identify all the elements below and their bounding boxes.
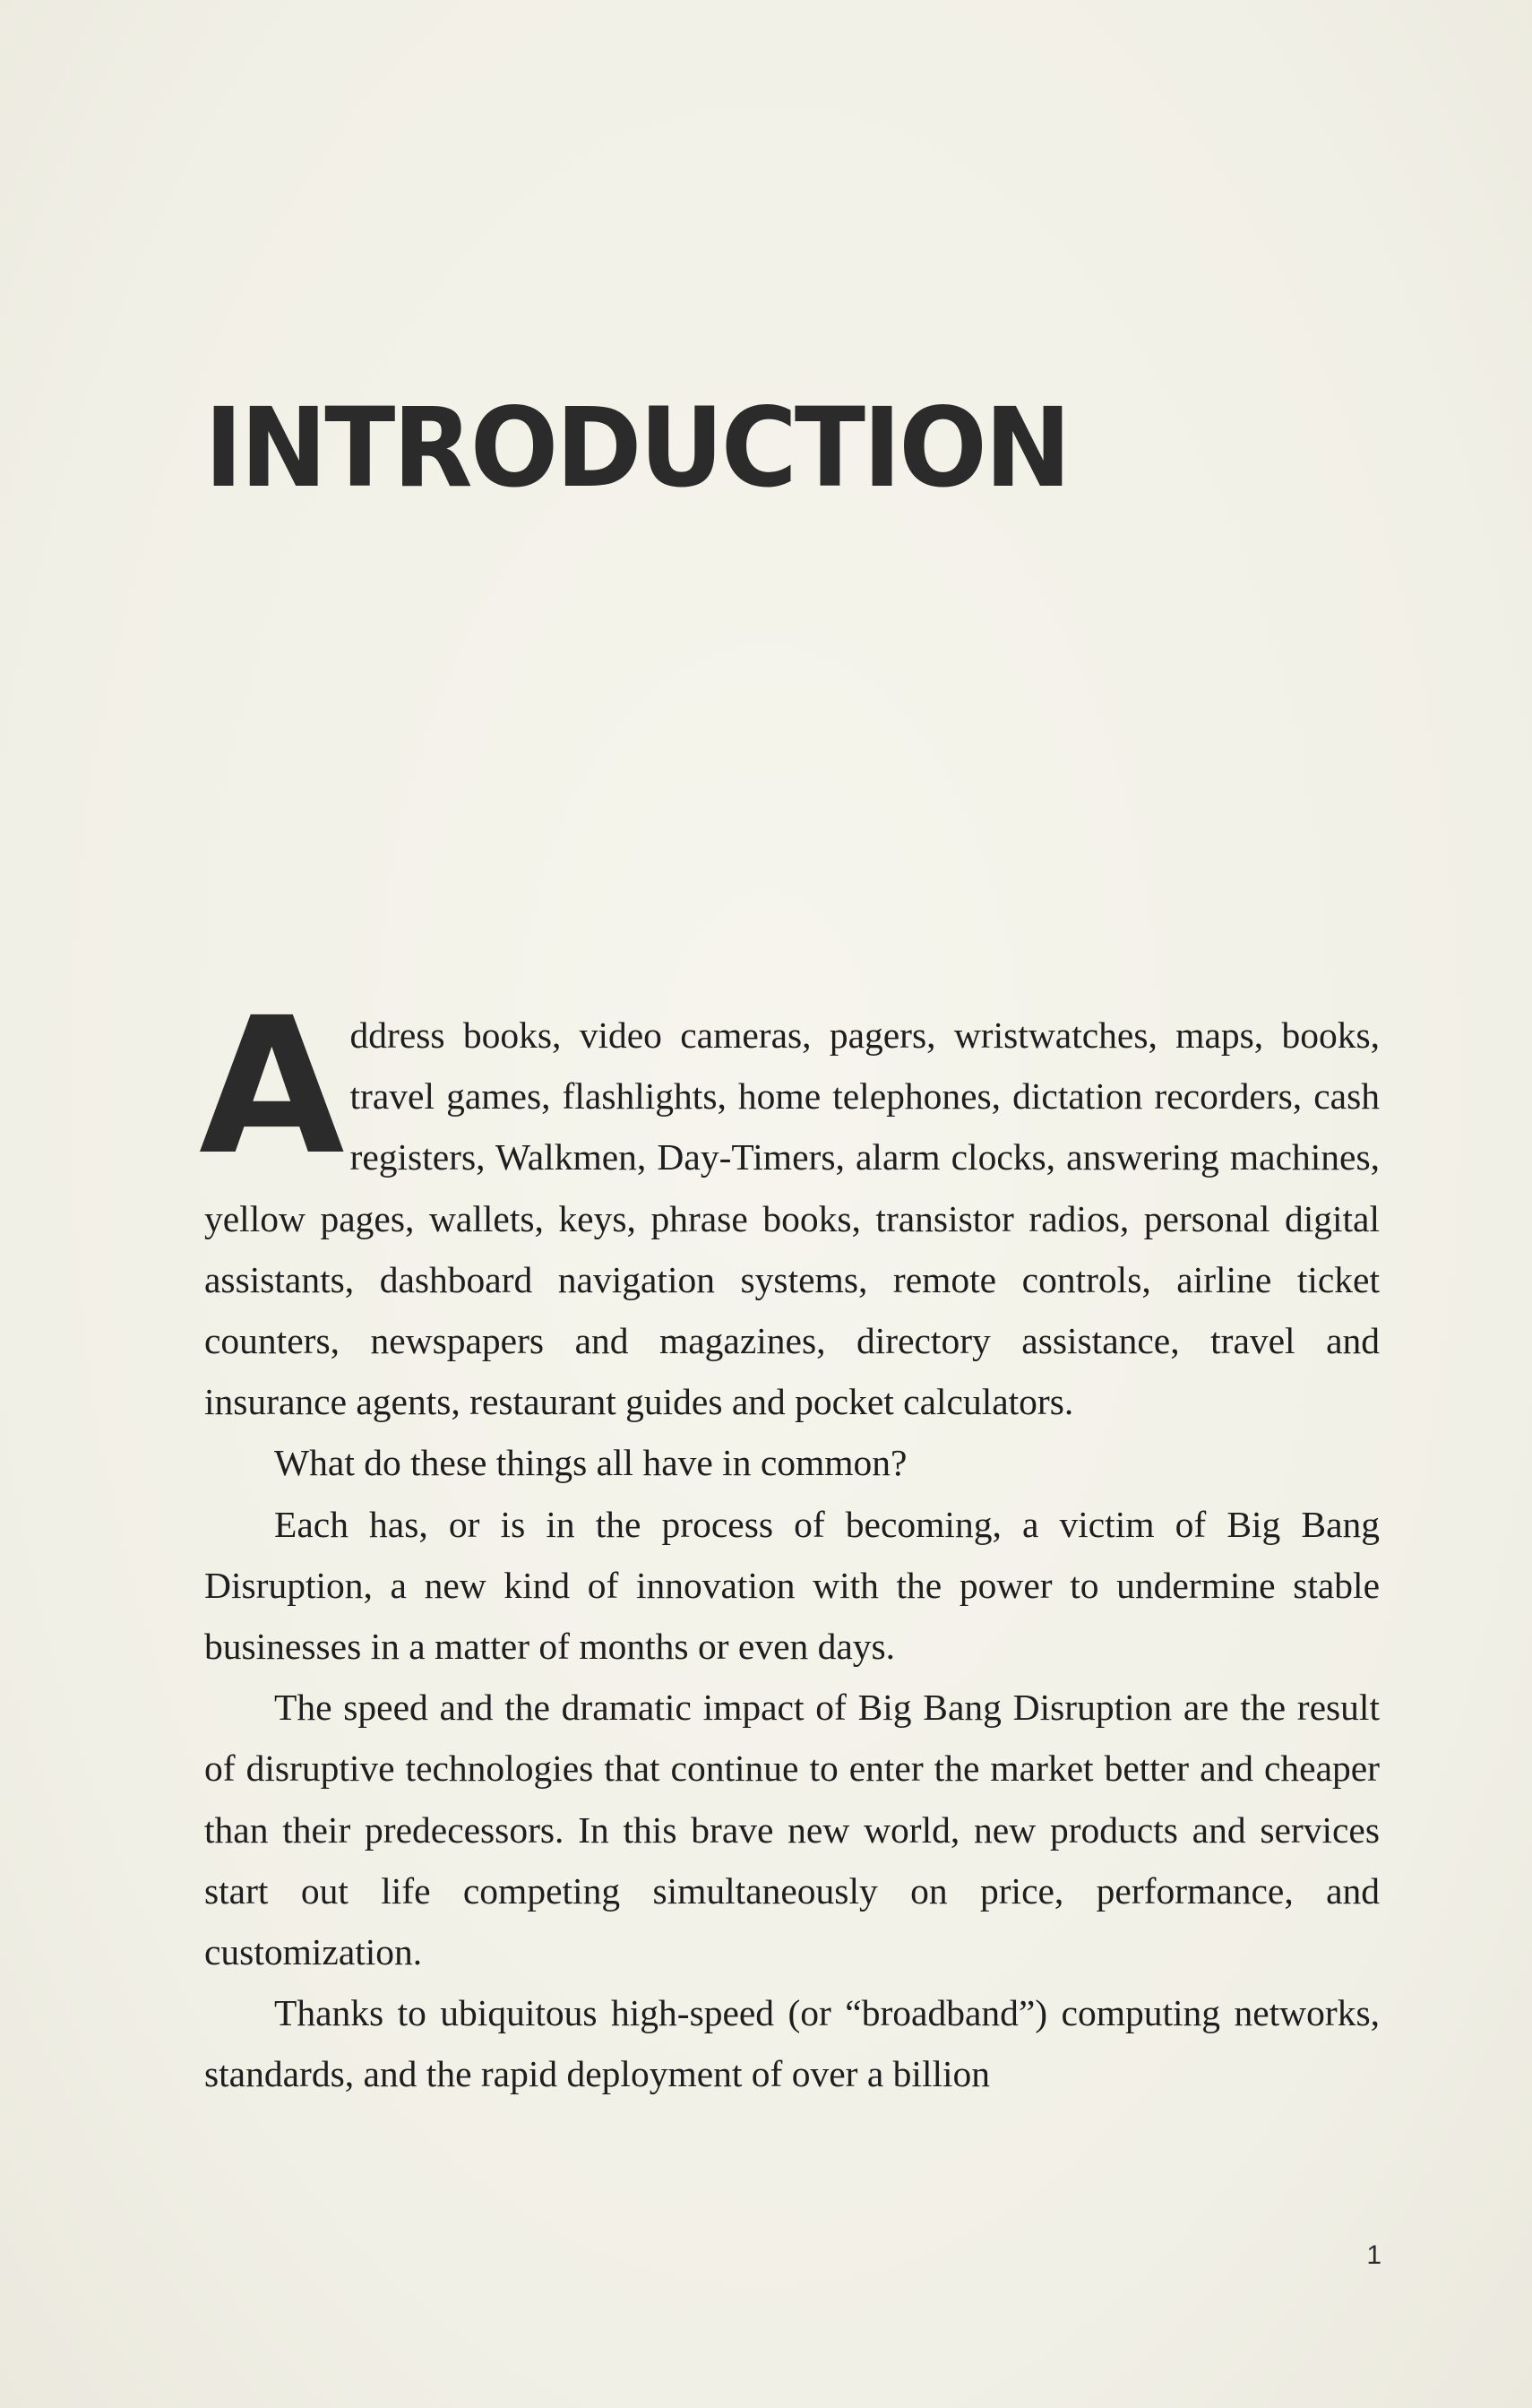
paragraph: The speed and the dramatic impact of Big Bang Disruption are the result of disruptive technologies that continue to enter the market better and cheaper than their predecessors. In this brave new world, new products and services start out life competing simultaneously on price, performance, and customization. [204, 1687, 1380, 1973]
paragraph: Each has, or is in the process of becoming, a victim of Big Bang Disruption, a new kind of innovation with the power to undermine stable businesses in a matter of months or even days. [204, 1503, 1380, 1668]
page-number: 1 [1366, 2240, 1381, 2270]
paragraph [199, 977, 1380, 1432]
paragraph: What do these things all have in common? [274, 1442, 908, 1484]
paragraph: Thanks to ubiquitous high-speed (or “broadband”) computing networks, standards, and the rapid deployment of over a billion [204, 1992, 1380, 2095]
body-text [199, 977, 1380, 2105]
chapter-title: INTRODUCTION [204, 384, 1069, 513]
paragraph-text: ddress books, video cameras, pagers, wristwatches, maps, books, travel games, flashlights, home telephones, dictation recorders, cash registers, Walkmen, Day-Timers, alarm clocks, answering machines, yellow pages, wallets, keys, phrase books, transistor radios, personal digital assistants, dashboard navigation systems, remote controls, airline ticket counters, newspapers and magazines, directory assistance, travel and insurance agents, restaurant guides and pocket calculators. [204, 1014, 1380, 1423]
drop-cap: A [199, 977, 345, 1196]
